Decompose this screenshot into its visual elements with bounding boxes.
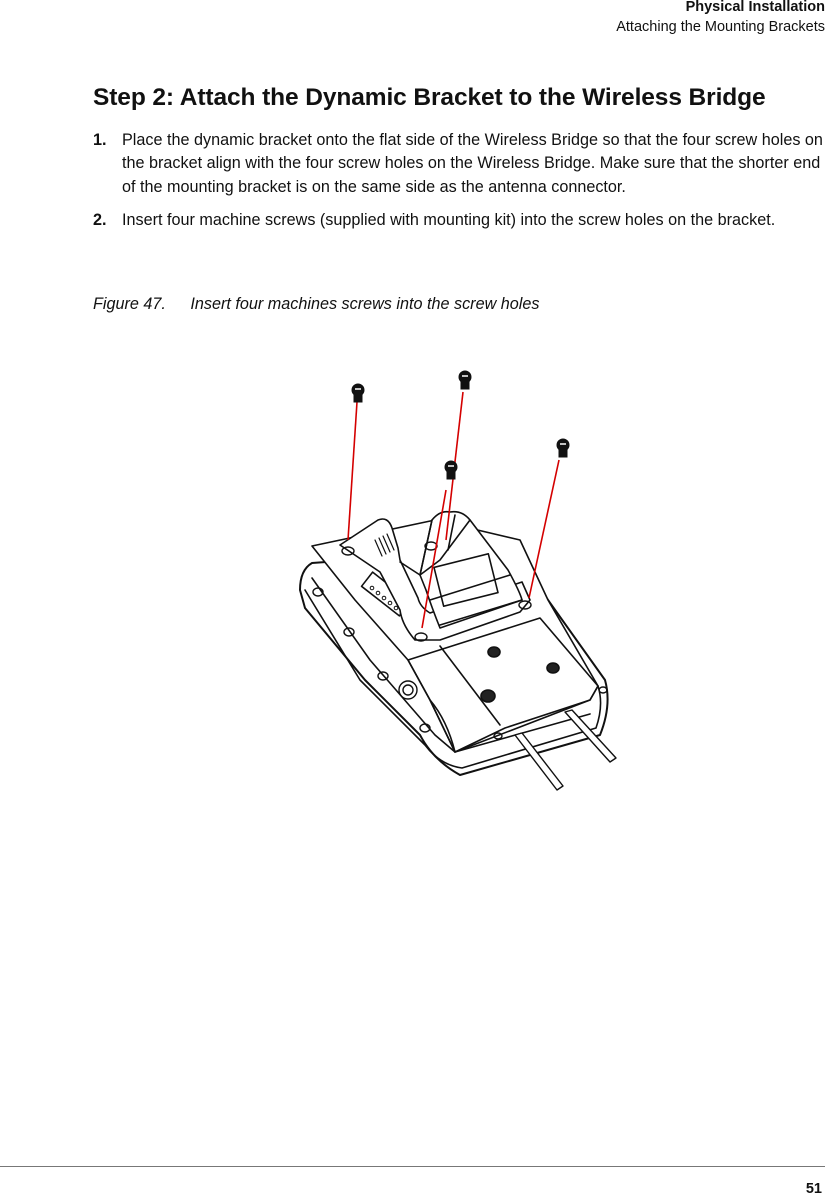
figure-illustration	[280, 360, 640, 800]
running-head-section: Attaching the Mounting Brackets	[616, 19, 825, 35]
running-head-chapter: Physical Installation	[685, 0, 825, 15]
figure-caption	[93, 295, 539, 314]
guide-line	[529, 460, 559, 598]
figure-label: Figure 47.	[93, 295, 166, 313]
steps-list	[93, 129, 825, 232]
machine-screw	[459, 371, 471, 389]
step-text: Place the dynamic bracket onto the flat side of the Wireless Bridge so that the four screw holes on the bracket align with the four screw holes on the Wireless Bridge. Make sure that the shorter end of the mounting bracket is on the same side as the antenna connector.	[122, 131, 823, 196]
page-number: 51	[805, 1181, 822, 1197]
machine-screw	[557, 439, 569, 457]
guide-line	[348, 402, 357, 540]
step-number: 2.	[93, 210, 107, 229]
wireless-bridge-illustration	[300, 512, 616, 790]
footer-rule	[0, 1166, 825, 1167]
loose-machine-screws	[352, 371, 569, 479]
step-text: Insert four machine screws (supplied with mounting kit) into the screw holes on the bracket.	[122, 210, 776, 229]
step-heading: Step 2: Attach the Dynamic Bracket to the Wireless Bridge	[93, 84, 766, 111]
figure-caption-text: Insert four machines screws into the screw holes	[190, 295, 540, 313]
machine-screw	[445, 461, 457, 479]
machine-screw	[352, 384, 364, 402]
step-item	[93, 209, 825, 232]
step-number: 1.	[93, 131, 107, 149]
step-item	[93, 129, 825, 199]
